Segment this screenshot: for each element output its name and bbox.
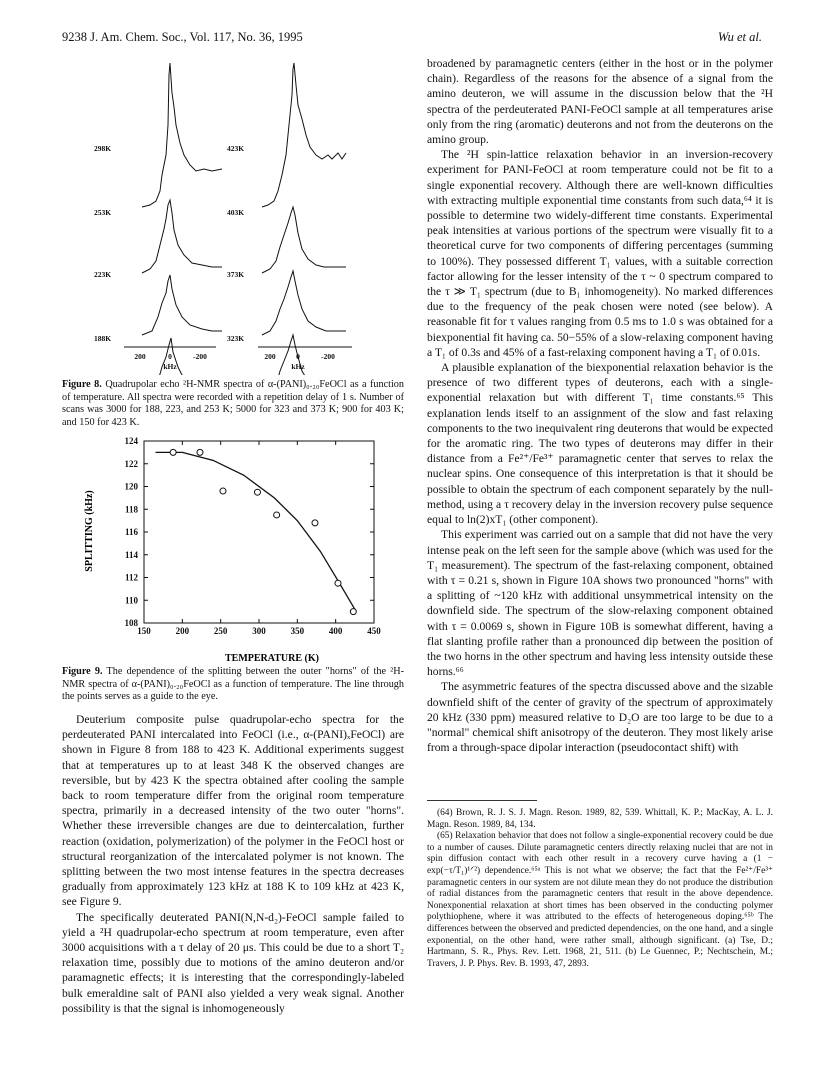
y-tick-label: 116 [124, 527, 138, 537]
figure-9-caption-label: Figure 9. [62, 666, 103, 677]
axis-tick-label: 0 [168, 352, 172, 361]
right-column-body [427, 56, 773, 755]
spectrum-423k [262, 63, 346, 207]
data-point [335, 580, 341, 586]
axis-unit-label: kHz [291, 362, 305, 371]
spectrum-403k [262, 207, 346, 273]
y-tick-label: 108 [124, 618, 138, 628]
y-tick-label: 122 [124, 458, 138, 469]
spectrum-188k [142, 338, 222, 375]
spectrum-label: 298K [94, 144, 112, 153]
running-header-authors: Wu et al. [717, 30, 762, 44]
spectra-right-column [262, 63, 346, 375]
spectrum-label: 403K [227, 208, 245, 217]
data-point [220, 488, 226, 494]
spectrum-298k [142, 63, 222, 207]
figure-8-caption [62, 379, 404, 429]
body-paragraph: The asymmetric features of the spectra discussed above and the sizable downfield shift of the center of gravity of the spectrum of approximately 20 kHz (330 ppm) measured relative to D₂O are too large to be due to a "normal" chemical shift anisotropy of the deuteron. They most likely arise from a through-space dipolar interaction (pseudocontact shift) with [427, 680, 773, 755]
spectrum-label: 253K [94, 208, 112, 217]
running-header: 9238 J. Am. Chem. Soc., Vol. 117, No. 36, 1995 [62, 30, 303, 44]
left-column-body [62, 712, 404, 1016]
axis-unit-label: kHz [163, 362, 177, 371]
figure-9-chart [62, 433, 404, 663]
figure-9-caption [62, 666, 404, 704]
x-tick-label: 450 [367, 626, 381, 636]
figure-9-caption-text: The dependence of the splitting between the outer "horns" of the ²H-NMR spectra of α-(PANI)₀.₂₀FeOCl as a function of temperature. The line through the points serves as a guide to the eye. [62, 666, 404, 703]
x-tick-label: 350 [290, 626, 305, 636]
axis-tick-label: 200 [134, 352, 146, 361]
figure-8-caption-text: Quadrupolar echo ²H-NMR spectra of α-(PANI)₀.₂₀FeOCl as a function of temperature. All spectra were recorded with a repetition delay of 1 s. Number of scans was 3000 for 188, 223, and 253 K; 5000 for 323 and 373 K; 900 for 403 K; and 150 for 423 K. [62, 379, 404, 428]
plot-frame [144, 441, 374, 623]
footnote: (64) Brown, R. J. S. J. Magn. Reson. 1989, 82, 539. Whittall, K. P.; MacKay, A. L. J. Magn. Reson. 1989, 84, 134. [427, 808, 773, 830]
spectrum-label: 323K [227, 334, 245, 343]
axis-tick-label: 0 [296, 352, 300, 361]
axis-tick-label: 200 [264, 352, 276, 361]
spectrum-label: 223K [94, 270, 112, 279]
x-tick-label: 300 [252, 626, 266, 636]
spectrum-label: 188K [94, 334, 112, 343]
body-paragraph: This experiment was carried out on a sample that did not have the very intense peak on the left seen for the sample above (which was used for the T₁ measurement). The spectrum of the fast-relaxing component, obtained with τ = 0.21 s, shown in Figure 10A shows two pronounced "horns" with a splitting of ~120 kHz with additional unsymmetrical intensity on the downfield side. The spectrum of the slow-relaxing component obtained with τ = 0.0069 s, shown in Figure 10B is somewhat different, having a flat slanting profile rather than a pronounced dip between the position of the two horns in the other spectrum and having less intensity outside these horns.⁶⁶ [427, 528, 773, 679]
body-paragraph: The specifically deuterated PANI(N,N-d₂)-FeOCl sample failed to yield a ²H quadrupolar-echo spectrum at room temperature, even after 3000 acquisitions with a τ delay of 20 μs. This could be due to a short T₂ relaxation time, possibly due to motions of the amino deuteron and/or paramagnetic effects; it is interesting that the correspondingly-labeled bulk emeraldine salt of PANI also yielded a very weak signal. Another possibility is that the signal is inhomogeneously [62, 910, 404, 1015]
spectrum-label: 423K [227, 144, 245, 153]
y-tick-label: 120 [124, 481, 138, 492]
footnote-rule [427, 800, 537, 801]
figure-8-caption-label: Figure 8. [62, 379, 102, 390]
spectrum-label: 373K [227, 270, 245, 279]
x-axis-label: TEMPERATURE (K) [225, 653, 319, 663]
x-tick-label: 200 [175, 626, 190, 636]
body-paragraph: A plausible explanation of the biexponential relaxation behavior is the presence of two different types of deuterons, each with a single-exponential relaxation but with different T₁ time constants.⁶⁵ This explanation lends itself to an assignment of the slow and fast relaxing components to the two inequivalent ring deuterons that would be expected for the aromatic ring. The two types of deuterons may differ in their distance from a Fe²⁺/Fe³⁺ paramagnetic center that serves to relax the nuclear spins. One consequence of this interpretation is that it should be possible to obtain the spectrum of each component separately by the null-method, using a τ recovery delay in the inversion recovery pulse sequence equal to ln(2)xT₁ (other component). [427, 361, 773, 527]
data-point [197, 449, 203, 455]
axis-tick-label: -200 [193, 352, 207, 361]
spectra-left-column [142, 63, 222, 375]
body-paragraph: The ²H spin-lattice relaxation behavior in an inversion-recovery experiment for PANI-FeOCl at room temperature could not be fit to a single exponential recovery. Although there are well-known difficulties with extracting multiple exponential time constants from such data,⁶⁴ it is possible to determine two widely-different time constants. Experimental peak intensities at various portions of the spectrum were visually fit to a theoretical curve for two components of differing percentages (summing to 100%). They possessed different T₁ values, with a suitable correction factor allowing for the lesser intensity of the τ ~ 0 spectrum compared to the τ ≫ T₁ spectrum (due to B₁ inhomogeneity). No marked differences due to the frequency of the peak chosen were noted (see below). A reasonable fit for τ values ranging from 0.5 ms to 1.0 s was obtained for a biexponential fit having ca. 50−55% of a slow-relaxing component having a T₁ of 0.3s and 45% of a fast-relaxing component having a T₁ of 0.01s. [427, 148, 773, 359]
footnote: (65) Relaxation behavior that does not follow a single-exponential recovery could be due to a number of causes. Dilute paramagnetic centers directly relaxing nuclei that are not in spin diffusion contact with each other result in a recovery curve having a (1 − exp(−τ/T₁)¹ᐟ²) dependence.⁶⁵ᵃ This is not what we observe; the fact that the Fe²⁺/Fe³⁺ paramagnetic centers in our system are not dilute mean they do not produce the distribution of radial distances from the paramagnetic centers that result in the above dependence. Nonexponential relaxation at short times has been observed in the conducting polymer polythiophene, where it was attributed to the effects of heterogeneous doping.⁶⁵ᵇ The differences between the observed and predicted dependencies, on the one hand, and a single exponential, on the other hand, were rather small, although significant. (a) Tse, D.; Hartmann, S. R., Phys. Rev. Lett. 1968, 21, 511. (b) Le Guennec, P.; Nechtschein, M.; Travers, J. P. Phys. Rev. B. 1993, 47, 2893. [427, 831, 773, 969]
data-point [254, 489, 260, 495]
y-axis-label: SPLITTING (kHz) [84, 490, 95, 572]
spectrum-223k [142, 275, 222, 335]
y-tick-label: 124 [124, 436, 138, 446]
spectrum-253k [142, 200, 222, 273]
figure-8-spectra [62, 55, 404, 375]
x-tick-label: 250 [213, 626, 228, 636]
data-point [274, 512, 280, 518]
y-tick-label: 112 [124, 572, 138, 583]
data-point [170, 449, 176, 455]
data-point [312, 520, 318, 526]
axis-tick-label: -200 [321, 352, 335, 361]
guide-curve [156, 452, 355, 609]
footnotes [427, 808, 773, 970]
spectrum-373k [262, 271, 346, 335]
y-tick-label: 110 [124, 595, 138, 606]
data-point [350, 609, 356, 615]
x-tick-label: 400 [328, 626, 343, 636]
body-paragraph: Deuterium composite pulse quadrupolar-echo spectra for the perdeuterated PANI intercalated into FeOCl (i.e., α-(PANI)ₓFeOCl) are shown in Figure 8 from 188 to 423 K. Additional experiments suggest that at temperatures up to at least 348 K the observed changes are reversible, but by 423 K the spectra obtained after cooling the sample back to room temperature differ from the original room temperature spectra, primarily in a decreased intensity of the two outer "horns". Whether these irreversible changes are due to deintercalation, further reaction (oxidation, polymerization) of the polymer in the FeOCl host or structural reorganization of the intercalated polymer is not known. The splitting between the two most intense features in the spectra decreases gradually from approximately 123 kHz at 188 K to 109 kHz at 423 K, see Figure 9. [62, 713, 404, 909]
x-tick-label: 150 [137, 626, 151, 636]
body-paragraph: broadened by paramagnetic centers (either in the host or in the polymer chain). Regardless of the reasons for the absence of a signal from the amino deuteron, we will assume in the discussion below that the ²H spectra of the perdeuterated PANI-FeOCl sample at all temperatures arise only from the ring (aromatic) deuterons and not from the deuterons on the amino group. [427, 57, 773, 147]
y-tick-label: 114 [124, 549, 138, 560]
y-tick-label: 118 [124, 504, 138, 515]
